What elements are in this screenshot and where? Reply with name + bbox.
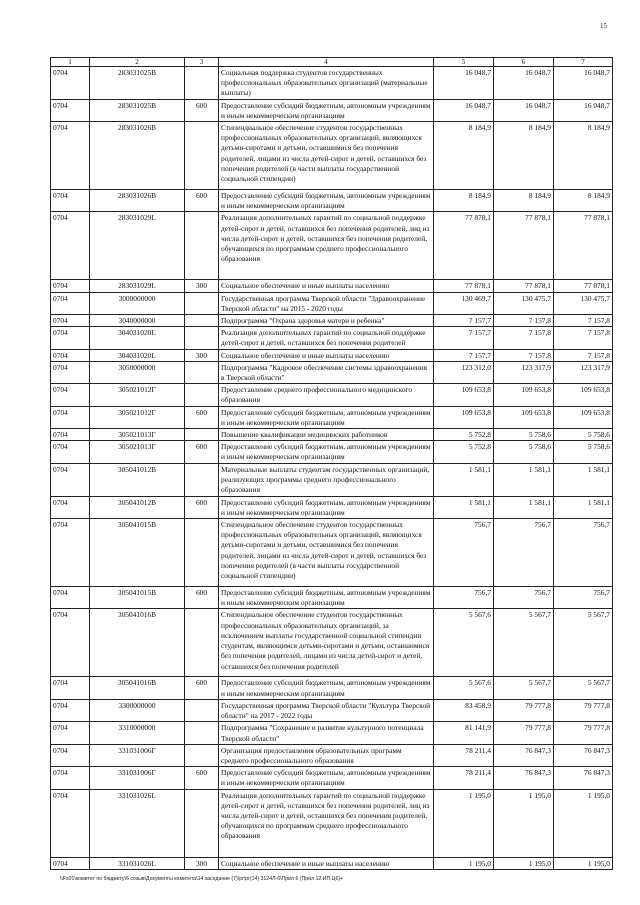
row-amount-3: 7 157,8	[554, 327, 613, 349]
row-amount-2: 77 878,1	[494, 212, 554, 280]
table-row	[51, 384, 613, 406]
row-amount-2: 16 048,7	[494, 99, 554, 121]
row-target-code: 331031006Г	[90, 744, 185, 766]
row-amount-2: 109 653,8	[494, 406, 554, 428]
row-section-code: 0704	[51, 441, 90, 463]
row-amount-2: 79 777,8	[494, 722, 554, 744]
row-amount-1: 123 312,0	[434, 361, 494, 383]
row-amount-3: 130 475,7	[554, 292, 613, 314]
row-section-code: 0704	[51, 190, 90, 212]
table-row	[51, 744, 613, 766]
row-section-code: 0704	[51, 384, 90, 406]
table-row	[51, 463, 613, 496]
column-header: 3	[185, 58, 219, 67]
row-name: Предоставление среднего профессионального медицинского образования	[219, 384, 434, 406]
row-section-code: 0704	[51, 292, 90, 314]
row-amount-2: 8 184,9	[494, 190, 554, 212]
row-name: Социальная поддержка студентов государственных профессиональных образовательных организаций (материальные выплаты)	[219, 67, 434, 100]
row-amount-1: 77 878,1	[434, 212, 494, 280]
row-amount-1: 756,7	[434, 519, 494, 587]
row-section-code: 0704	[51, 587, 90, 609]
table-row	[51, 699, 613, 721]
row-amount-2: 756,7	[494, 519, 554, 587]
row-amount-2: 76 847,3	[494, 767, 554, 789]
row-name: Государственная программа Тверской области "Культура Тверской области" на 2017 - 2022 годы	[219, 699, 434, 721]
row-amount-3: 756,7	[554, 519, 613, 587]
row-expense-type	[185, 722, 219, 744]
row-target-code: 305041016В	[90, 609, 185, 677]
table-row	[51, 67, 613, 100]
row-expense-type: 600	[185, 99, 219, 121]
row-section-code: 0704	[51, 699, 90, 721]
row-expense-type: 300	[185, 280, 219, 292]
column-header: 5	[434, 58, 494, 67]
row-target-code: 283031026В	[90, 190, 185, 212]
row-amount-1: 130 469,7	[434, 292, 494, 314]
table-row	[51, 857, 613, 869]
row-expense-type	[185, 384, 219, 406]
row-amount-1: 109 653,8	[434, 406, 494, 428]
row-target-code: 283031026В	[90, 122, 185, 190]
row-target-code: 304031020L	[90, 327, 185, 349]
row-section-code: 0704	[51, 349, 90, 361]
row-amount-1: 8 184,9	[434, 190, 494, 212]
row-target-code: 305021012Г	[90, 406, 185, 428]
row-expense-type	[185, 463, 219, 496]
row-expense-type	[185, 327, 219, 349]
row-expense-type: 600	[185, 677, 219, 699]
row-name: Социальное обеспечение и иные выплаты населению	[219, 857, 434, 869]
row-target-code: 3050000000	[90, 361, 185, 383]
row-amount-1: 5 567,6	[434, 609, 494, 677]
row-target-code: 331031026L	[90, 857, 185, 869]
row-expense-type	[185, 699, 219, 721]
row-name: Предоставление субсидий бюджетным, автономным учреждениям и иным некоммерческим организациям	[219, 99, 434, 121]
table-row	[51, 789, 613, 857]
table-row	[51, 349, 613, 361]
row-target-code: 3310000000	[90, 722, 185, 744]
row-amount-1: 8 184,9	[434, 122, 494, 190]
row-name: Подпрограмма "Кадровое обеспечение системы здравоохранения в Тверской области"	[219, 361, 434, 383]
row-expense-type	[185, 609, 219, 677]
row-section-code: 0704	[51, 857, 90, 869]
column-header: 7	[554, 58, 613, 67]
table-row	[51, 429, 613, 441]
row-section-code: 0704	[51, 429, 90, 441]
row-target-code: 305021013Г	[90, 441, 185, 463]
row-target-code: 3300000000	[90, 699, 185, 721]
row-section-code: 0704	[51, 327, 90, 349]
row-expense-type	[185, 519, 219, 587]
row-name: Реализация дополнительных гарантий по социальной поддержке детей-сирот и детей, оставшихся без попечения родителей, лиц из числа детей-сирот и детей, оставшихся без попечения родителей, обучающихся по программам среднего профессионального образования	[219, 789, 434, 857]
row-expense-type	[185, 67, 219, 100]
row-name: Предоставление субсидий бюджетным, автономным учреждениям и иным некоммерческим организациям	[219, 406, 434, 428]
table-row	[51, 677, 613, 699]
row-amount-1: 7 157,7	[434, 315, 494, 327]
row-section-code: 0704	[51, 315, 90, 327]
row-name: Стипендиальное обеспечение студентов государственных профессиональных образовательных организаций, являющихся детьми-сиротами и детьми, оставшимися без попечения родителей, лицами из числа детей-сирот и детей, оставшихся без попечения родителей (в части выплаты государственной социальной стипендии)	[219, 519, 434, 587]
row-amount-2: 1 581,1	[494, 496, 554, 518]
row-amount-3: 109 653,8	[554, 406, 613, 428]
row-amount-3: 76 847,3	[554, 744, 613, 766]
row-amount-2: 77 878,1	[494, 280, 554, 292]
row-name: Предоставление субсидий бюджетным, автономным учреждениям и иным некоммерческим организациям	[219, 441, 434, 463]
row-amount-1: 77 878,1	[434, 280, 494, 292]
row-amount-3: 109 653,8	[554, 384, 613, 406]
row-section-code: 0704	[51, 496, 90, 518]
row-name: Социальное обеспечение и иные выплаты населению	[219, 280, 434, 292]
row-target-code: 283031029L	[90, 280, 185, 292]
table-row	[51, 212, 613, 280]
row-amount-2: 1 195,0	[494, 789, 554, 857]
row-name: Подпрограмма "Охрана здоровья матери и ребенка"	[219, 315, 434, 327]
table-row	[51, 122, 613, 190]
table-row	[51, 190, 613, 212]
row-expense-type	[185, 122, 219, 190]
row-name: Реализация дополнительных гарантий по социальной поддержке детей-сирот и детей, оставшихся без попечения родителей, лиц из числа детей-сирот и детей, оставшихся без попечения родителей, обучающихся по программам среднего профессионального образования	[219, 212, 434, 280]
row-amount-1: 81 141,9	[434, 722, 494, 744]
row-amount-3: 16 048,7	[554, 99, 613, 121]
row-section-code: 0704	[51, 463, 90, 496]
row-amount-1: 78 211,4	[434, 767, 494, 789]
row-expense-type: 600	[185, 406, 219, 428]
row-expense-type: 300	[185, 349, 219, 361]
table-row	[51, 99, 613, 121]
row-amount-2: 5 567,7	[494, 677, 554, 699]
column-header: 4	[219, 58, 434, 67]
row-target-code: 305041015В	[90, 519, 185, 587]
row-amount-2: 1 195,0	[494, 857, 554, 869]
row-expense-type	[185, 429, 219, 441]
row-section-code: 0704	[51, 744, 90, 766]
row-name: Реализация дополнительных гарантий по социальной поддержке детей-сирот и детей, оставшихся без попечения родителей	[219, 327, 434, 349]
row-amount-2: 756,7	[494, 587, 554, 609]
row-expense-type	[185, 292, 219, 314]
row-amount-2: 109 653,8	[494, 384, 554, 406]
row-amount-3: 5 758,6	[554, 429, 613, 441]
row-section-code: 0704	[51, 99, 90, 121]
row-amount-2: 130 475,7	[494, 292, 554, 314]
row-amount-2: 7 157,8	[494, 315, 554, 327]
row-amount-1: 1 195,0	[434, 789, 494, 857]
row-amount-2: 16 048,7	[494, 67, 554, 100]
row-amount-2: 5 758,6	[494, 441, 554, 463]
row-amount-3: 1 581,1	[554, 496, 613, 518]
row-amount-3: 77 878,1	[554, 212, 613, 280]
row-expense-type: 600	[185, 496, 219, 518]
table-row	[51, 587, 613, 609]
row-target-code: 3000000000	[90, 292, 185, 314]
row-amount-2: 5 758,6	[494, 429, 554, 441]
row-expense-type	[185, 361, 219, 383]
table-row	[51, 519, 613, 587]
row-amount-3: 7 157,8	[554, 349, 613, 361]
row-amount-1: 5 752,8	[434, 441, 494, 463]
row-amount-2: 7 157,8	[494, 349, 554, 361]
row-amount-1: 16 048,7	[434, 67, 494, 100]
row-amount-3: 5 567,7	[554, 609, 613, 677]
row-name: Материальные выплаты студентам государственных организаций, реализующих программы среднего профессионального образования	[219, 463, 434, 496]
row-expense-type	[185, 744, 219, 766]
row-amount-1: 16 048,7	[434, 99, 494, 121]
page-number: 15	[600, 22, 607, 30]
row-section-code: 0704	[51, 767, 90, 789]
table-row	[51, 361, 613, 383]
row-amount-3: 1 195,0	[554, 857, 613, 869]
budget-table	[50, 57, 613, 870]
row-amount-3: 1 581,1	[554, 463, 613, 496]
row-target-code: 283031025В	[90, 67, 185, 100]
row-amount-1: 78 211,4	[434, 744, 494, 766]
row-expense-type: 600	[185, 441, 219, 463]
row-amount-3: 77 878,1	[554, 280, 613, 292]
row-amount-1: 7 157,7	[434, 349, 494, 361]
table-row	[51, 722, 613, 744]
row-target-code: 305041015В	[90, 587, 185, 609]
row-target-code: 304031020L	[90, 349, 185, 361]
row-amount-1: 5 752,8	[434, 429, 494, 441]
row-section-code: 0704	[51, 212, 90, 280]
row-amount-2: 5 567,7	[494, 609, 554, 677]
row-amount-2: 76 847,3	[494, 744, 554, 766]
row-section-code: 0704	[51, 519, 90, 587]
row-amount-3: 8 184,9	[554, 190, 613, 212]
row-name: Предоставление субсидий бюджетным, автономным учреждениям и иным некоммерческим организациям	[219, 587, 434, 609]
row-amount-3: 16 048,7	[554, 67, 613, 100]
row-amount-1: 5 567,6	[434, 677, 494, 699]
row-amount-3: 123 317,9	[554, 361, 613, 383]
table-body	[51, 58, 613, 870]
row-name: Стипендиальное обеспечение студентов государственных профессиональных образовательных организаций, за исключением выплаты государственной социальной стипендии студентам, являющимся детьми-сиротами и детьми, оставшимися без попечения родителей, лицами из числа детей-сирот и детей, оставшихся без попечения родителей	[219, 609, 434, 677]
row-amount-2: 8 184,9	[494, 122, 554, 190]
row-name: Организация предоставления образовательных программ среднего профессионального образования	[219, 744, 434, 766]
row-section-code: 0704	[51, 122, 90, 190]
row-amount-3: 1 195,0	[554, 789, 613, 857]
row-section-code: 0704	[51, 406, 90, 428]
file-path-footer: \\Fs01\комитет по бюджету\6 созыв\Документы комитета\14 заседание (7)\pr\pr(14) 3124Л-6\Прил 6 (Прил 12 ИП.Ц6)+	[60, 876, 344, 882]
row-section-code: 0704	[51, 789, 90, 857]
table-row	[51, 496, 613, 518]
row-amount-1: 109 653,8	[434, 384, 494, 406]
row-target-code: 3040000000	[90, 315, 185, 327]
column-header: 1	[51, 58, 90, 67]
row-amount-1: 83 458,9	[434, 699, 494, 721]
row-target-code: 283031025В	[90, 99, 185, 121]
row-amount-1: 7 157,7	[434, 327, 494, 349]
row-expense-type	[185, 315, 219, 327]
row-section-code: 0704	[51, 609, 90, 677]
row-amount-1: 1 581,1	[434, 496, 494, 518]
row-amount-3: 79 777,8	[554, 699, 613, 721]
column-header: 2	[90, 58, 185, 67]
row-name: Стипендиальное обеспечение студентов государственных профессиональных образовательных организаций, являющихся детьми-сиротами и детьми, оставшимися без попечения родителей, лицами из числа детей-сирот и детей, оставшихся без попечения родителей (в части выплаты государственной социальной стипендии)	[219, 122, 434, 190]
table-row	[51, 327, 613, 349]
table-row	[51, 315, 613, 327]
row-amount-2: 123 317,9	[494, 361, 554, 383]
row-expense-type	[185, 212, 219, 280]
row-amount-1: 1 581,1	[434, 463, 494, 496]
row-amount-3: 76 847,3	[554, 767, 613, 789]
table-row	[51, 406, 613, 428]
row-amount-1: 756,7	[434, 587, 494, 609]
row-name: Предоставление субсидий бюджетным, автономным учреждениям и иным некоммерческим организациям	[219, 677, 434, 699]
row-name: Социальное обеспечение и иные выплаты населению	[219, 349, 434, 361]
row-amount-3: 5 567,7	[554, 677, 613, 699]
row-target-code: 305021013Г	[90, 429, 185, 441]
row-expense-type: 600	[185, 587, 219, 609]
table-row	[51, 767, 613, 789]
table-row	[51, 441, 613, 463]
row-name: Предоставление субсидий бюджетным, автономным учреждениям и иным некоммерческим организациям	[219, 496, 434, 518]
table-row	[51, 280, 613, 292]
row-amount-3: 79 777,8	[554, 722, 613, 744]
row-amount-3: 8 184,9	[554, 122, 613, 190]
row-section-code: 0704	[51, 677, 90, 699]
row-amount-2: 79 777,8	[494, 699, 554, 721]
row-amount-3: 756,7	[554, 587, 613, 609]
row-section-code: 0704	[51, 67, 90, 100]
row-name: Повышение квалификации медицинских работников	[219, 429, 434, 441]
row-target-code: 331031026L	[90, 789, 185, 857]
column-number-row	[51, 58, 613, 67]
row-amount-1: 1 195,0	[434, 857, 494, 869]
row-target-code: 305041016В	[90, 677, 185, 699]
row-target-code: 305041012В	[90, 496, 185, 518]
row-expense-type: 300	[185, 857, 219, 869]
row-amount-3: 7 157,8	[554, 315, 613, 327]
row-section-code: 0704	[51, 722, 90, 744]
row-amount-3: 5 758,6	[554, 441, 613, 463]
row-name: Государственная программа Тверской области "Здравоохранение Тверской области" на 2015 - 2020 годы	[219, 292, 434, 314]
column-header: 6	[494, 58, 554, 67]
row-target-code: 331031006Г	[90, 767, 185, 789]
row-amount-2: 1 581,1	[494, 463, 554, 496]
row-expense-type	[185, 789, 219, 857]
row-target-code: 283031029L	[90, 212, 185, 280]
row-section-code: 0704	[51, 361, 90, 383]
row-expense-type: 600	[185, 767, 219, 789]
row-expense-type: 600	[185, 190, 219, 212]
row-amount-2: 7 157,8	[494, 327, 554, 349]
row-section-code: 0704	[51, 280, 90, 292]
row-target-code: 305041012В	[90, 463, 185, 496]
row-target-code: 305021012Г	[90, 384, 185, 406]
table-row	[51, 609, 613, 677]
row-name: Подпрограмма "Сохранение и развитие культурного потенциала Тверской области"	[219, 722, 434, 744]
row-name: Предоставление субсидий бюджетным, автономным учреждениям и иным некоммерческим организациям	[219, 190, 434, 212]
row-name: Предоставление субсидий бюджетным, автономным учреждениям и иным некоммерческим организациям	[219, 767, 434, 789]
table-row	[51, 292, 613, 314]
